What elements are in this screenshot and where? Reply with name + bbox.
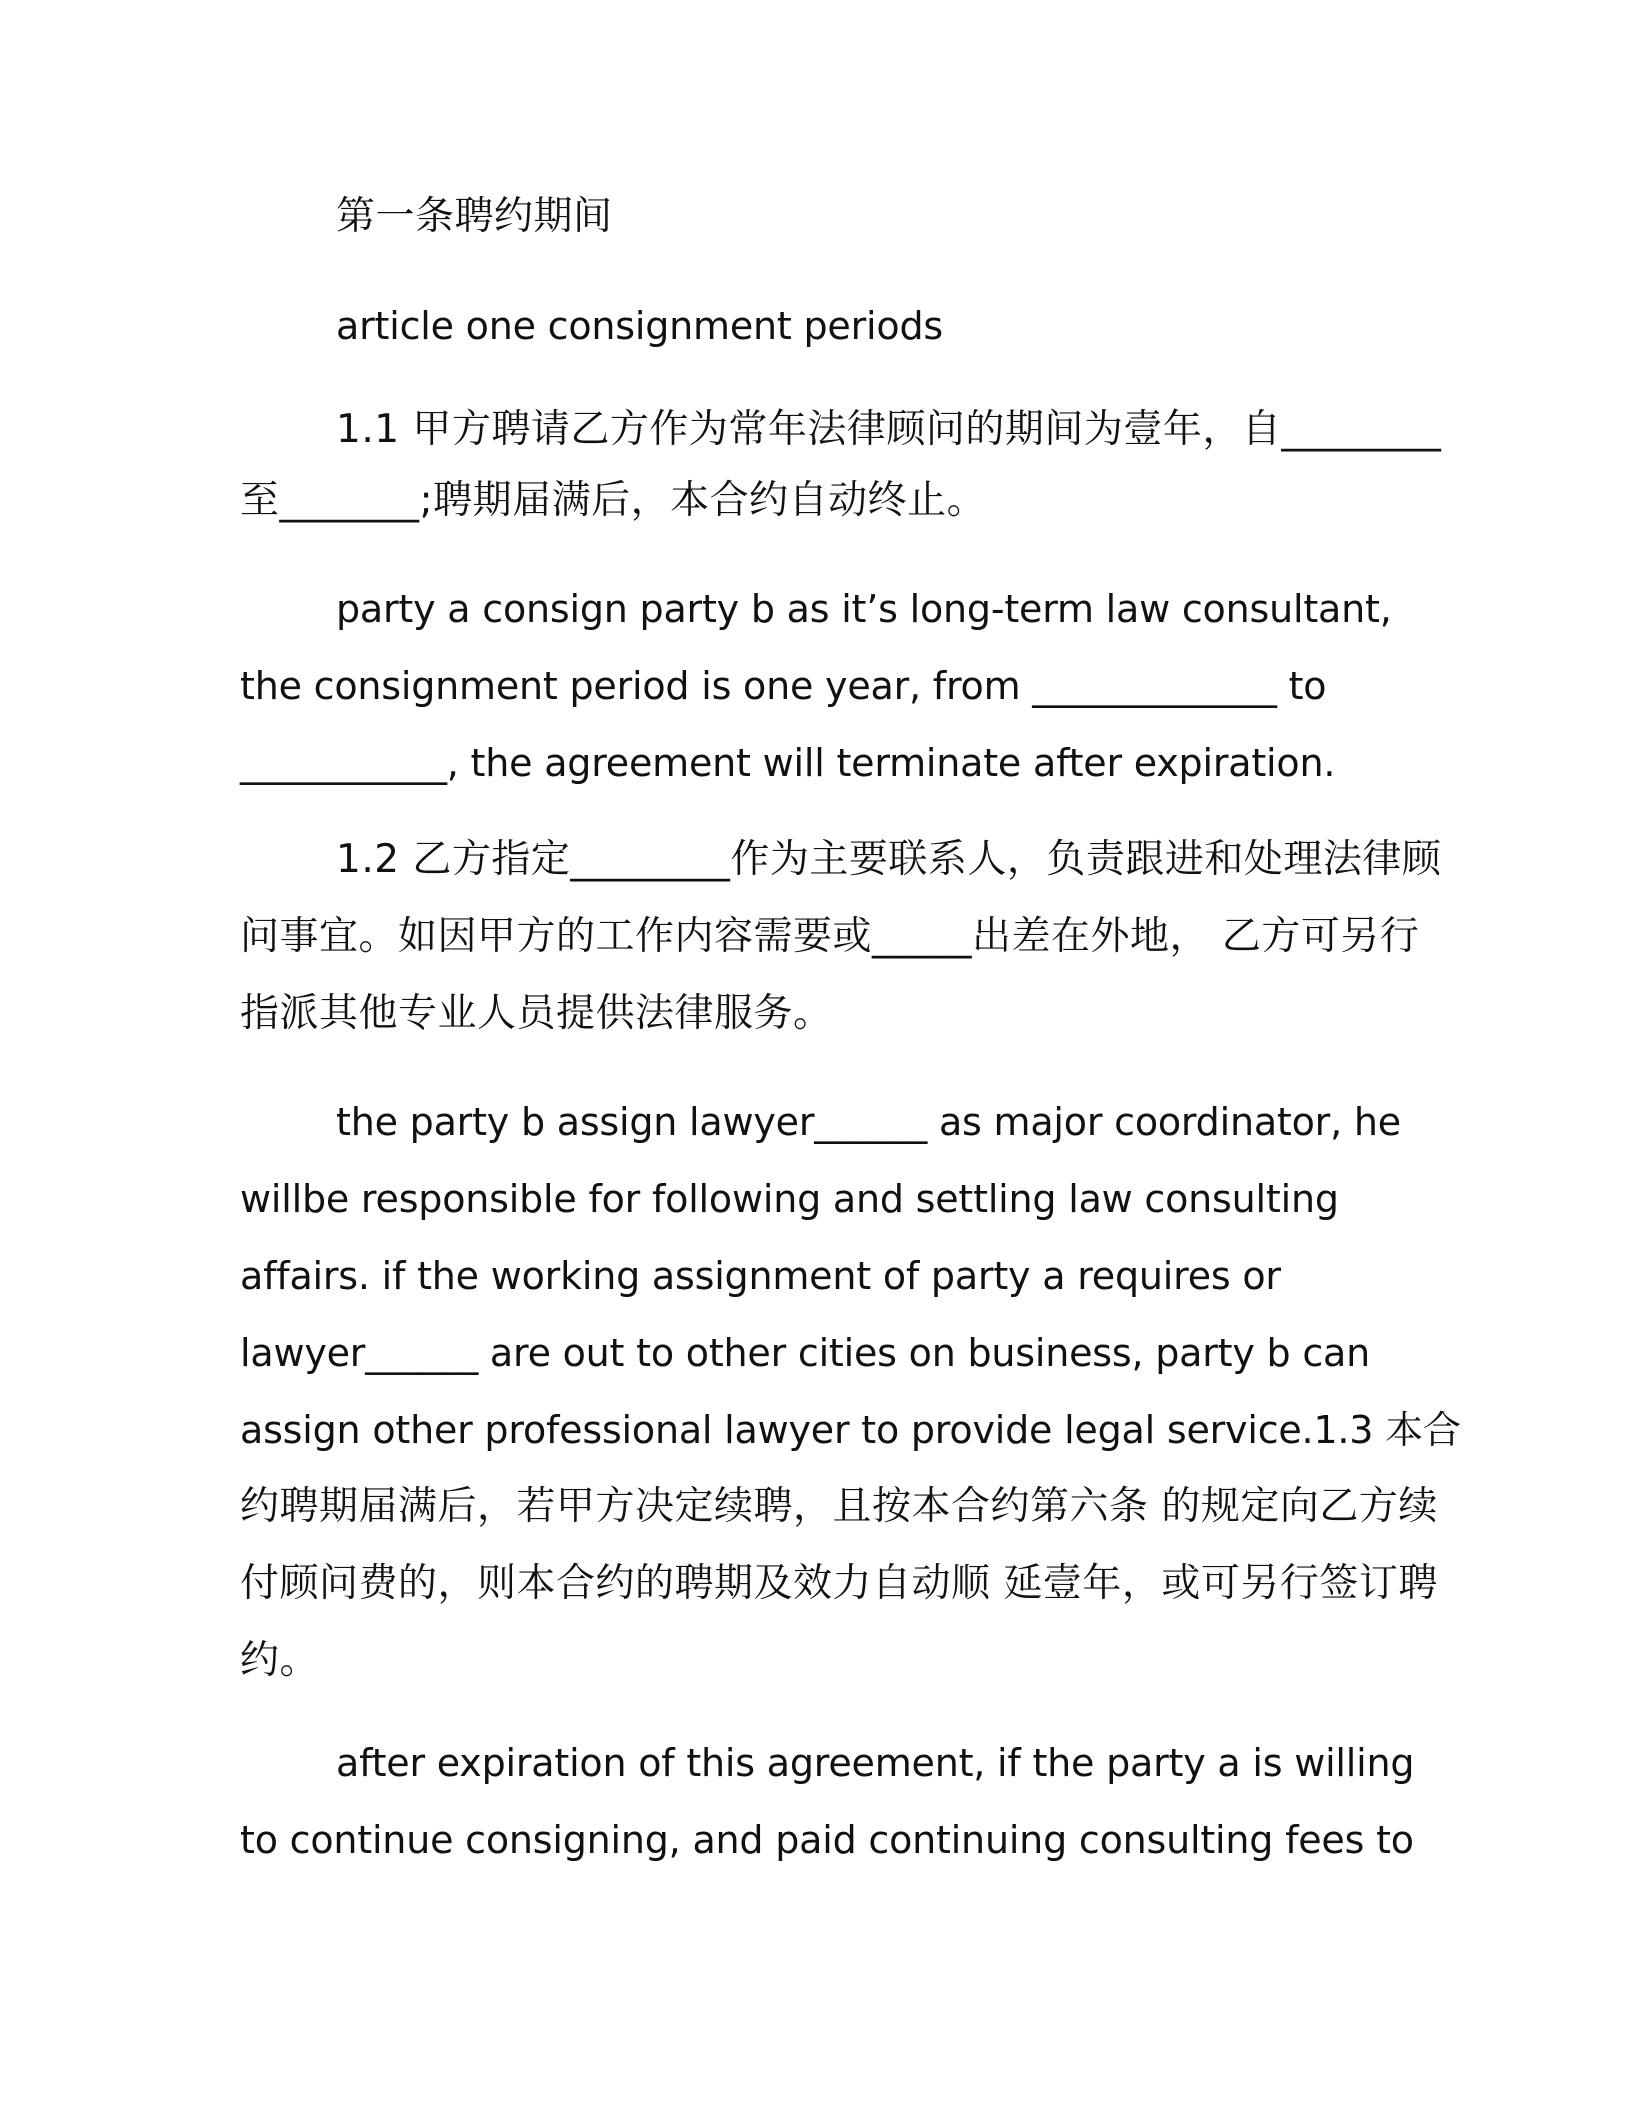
clause-1-2-english-line-5: assign other professional lawyer to provide legal service.1.3 本合 (240, 1408, 1461, 1452)
clause-1-3-chinese-line-2: 付顾问费的，则本合约的聘期及效力自动顺 延壹年，或可另行签订聘 (240, 1561, 1438, 1606)
clause-1-3-english-line-2: to continue consigning, and paid continuing consulting fees to (240, 1818, 1414, 1862)
article-heading-chinese: 第一条聘约期间 (336, 194, 613, 239)
clause-1-3-chinese-line-3: 约。 (240, 1638, 320, 1683)
clause-1-1-chinese-line-1: 1.1 甲方聘请乙方作为常年法律顾问的期间为壹年，自________ (336, 407, 1442, 452)
clause-1-1-english-line-3: ___________, the agreement will terminate after expiration. (240, 741, 1336, 785)
clause-1-1-chinese-line-2: 至_______;聘期届满后，本合约自动终止。 (240, 478, 987, 523)
clause-1-2-english-line-1: the party b assign lawyer______ as major coordinator, he (336, 1100, 1401, 1144)
article-heading-english: article one consignment periods (336, 304, 943, 348)
clause-1-2-english-line-2: willbe responsible for following and settling law consulting (240, 1177, 1339, 1221)
clause-1-1-english-line-2: the consignment period is one year, from _____________ to (240, 664, 1327, 708)
clause-1-3-english-line-1: after expiration of this agreement, if the party a is willing (336, 1741, 1415, 1785)
clause-1-3-chinese-line-1: 约聘期届满后，若甲方决定续聘，且按本合约第六条 的规定向乙方续 (240, 1484, 1438, 1529)
clause-1-2-english-line-4: lawyer______ are out to other cities on business, party b can (240, 1331, 1370, 1375)
clause-1-2-english-line-3: affairs. if the working assignment of party a requires or (240, 1254, 1281, 1298)
clause-1-2-chinese-line-3: 指派其他专业人员提供法律服务。 (240, 991, 833, 1036)
clause-1-2-chinese-line-2: 问事宜。如因甲方的工作内容需要或_____出差在外地， 乙方可另行 (240, 914, 1420, 959)
clause-1-2-chinese-line-1: 1.2 乙方指定________作为主要联系人，负责跟进和处理法律顾 (336, 837, 1442, 882)
clause-1-1-english-line-1: party a consign party b as it’s long-term law consultant, (336, 587, 1392, 631)
